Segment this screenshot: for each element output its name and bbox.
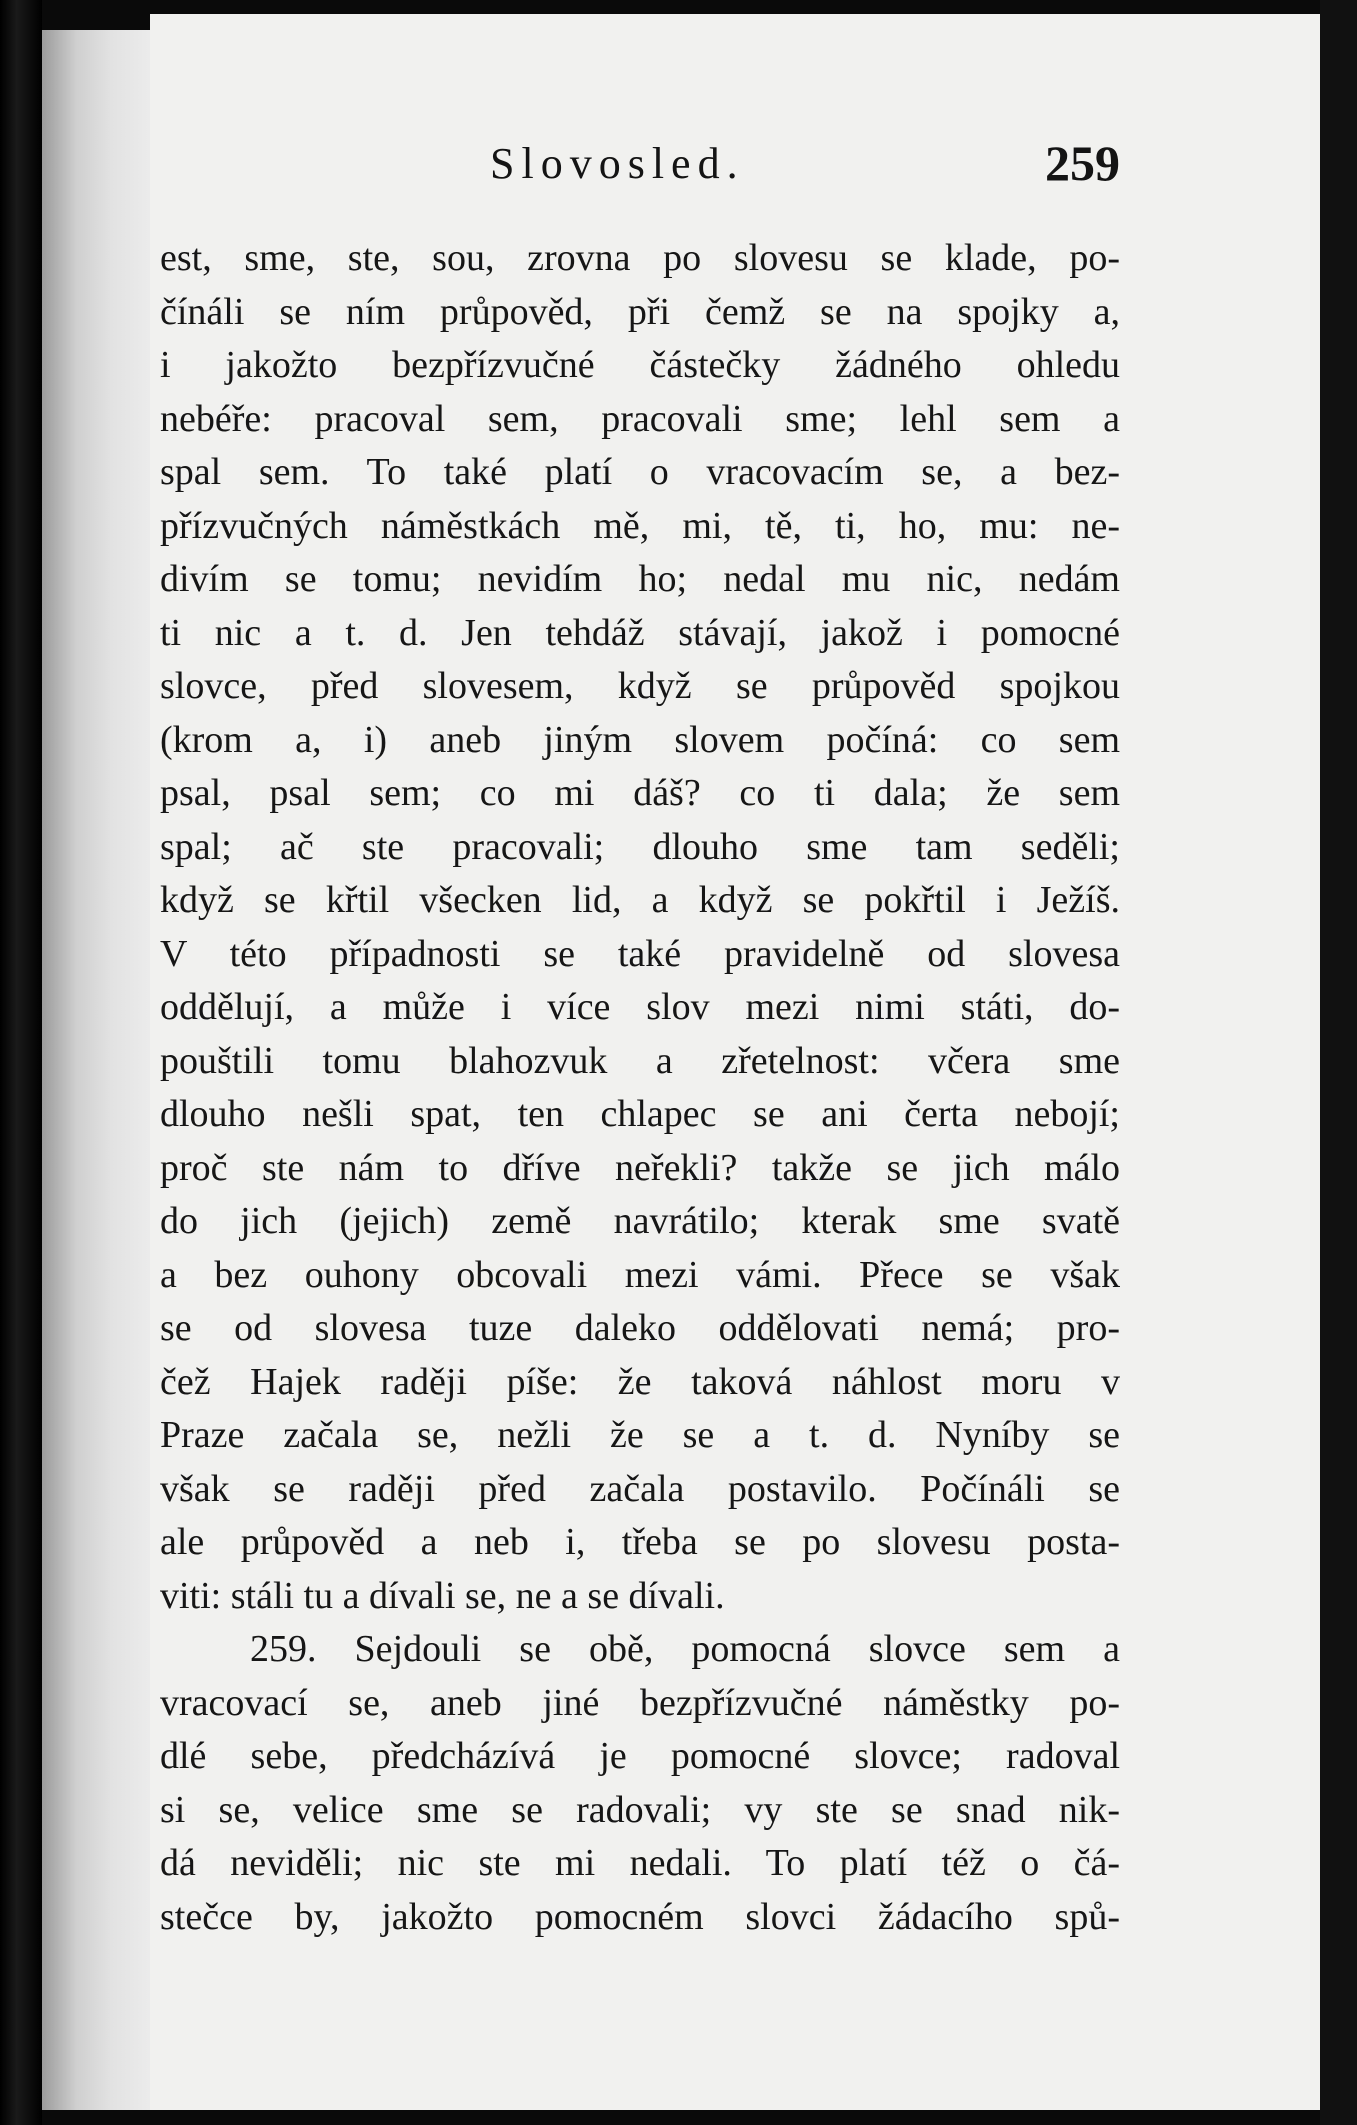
text-line: divím se tomu; nevidím ho; nedal mu nic, nedám bbox=[160, 558, 1120, 600]
text-line: dá neviděli; nic ste mi nedali. To platí též o čá- bbox=[160, 1842, 1120, 1884]
page-header bbox=[160, 135, 1120, 198]
book-edge bbox=[0, 0, 42, 2125]
text-line: viti: stáli tu a dívali se, ne a se dívali. bbox=[160, 1574, 725, 1617]
text-line: proč ste nám to dříve neřekli? takže se jich málo bbox=[160, 1146, 1120, 1189]
text-line: i jakožto bezpřízvučné částečky žádného ohledu bbox=[160, 344, 1120, 386]
text-line: stečce by, jakožto pomocném slovci žádacího spů- bbox=[160, 1895, 1120, 1938]
text-line: ti nic a t. d. Jen tehdáž stávají, jakož i pomocné bbox=[160, 611, 1120, 654]
text-line: dlouho nešli spat, ten chlapec se ani čerta nebojí; bbox=[160, 1093, 1120, 1135]
text-line: (krom a, i) aneb jiným slovem počíná: co sem bbox=[160, 718, 1120, 761]
text-line: když se křtil všecken lid, a když se pokřtil i Ježíš. bbox=[160, 879, 1120, 921]
text-line: Praze začala se, nežli že se a t. d. Nyníby se bbox=[160, 1414, 1120, 1456]
text-line: spal sem. To také platí o vracovacím se, a bez- bbox=[160, 451, 1120, 493]
text-line: nebéře: pracoval sem, pracovali sme; lehl sem a bbox=[160, 397, 1120, 440]
text-line: však se raději před začala postavilo. Počínáli se bbox=[160, 1467, 1120, 1510]
text-line: čež Hajek raději píše: že taková náhlost moru v bbox=[160, 1360, 1120, 1403]
text-line: pouštili tomu blahozvuk a zřetelnost: včera sme bbox=[160, 1039, 1120, 1082]
text-line: psal, psal sem; co mi dáš? co ti dala; že sem bbox=[160, 772, 1120, 814]
text-line: ale průpověd a neb i, třeba se po slovesu posta- bbox=[160, 1521, 1120, 1563]
body-text bbox=[160, 232, 1120, 1944]
text-line: a bez ouhony obcovali mezi vámi. Přece se však bbox=[160, 1253, 1120, 1296]
text-line: do jich (jejich) země navrátilo; kterak sme svatě bbox=[160, 1200, 1120, 1242]
text-line: se od slovesa tuze daleko oddělovati nemá; pro- bbox=[160, 1307, 1120, 1349]
text-line: est, sme, ste, sou, zrovna po slovesu se klade, po- bbox=[160, 237, 1120, 279]
paragraph-start-line: 259. Sejdouli se obě, pomocná slovce sem a bbox=[250, 1628, 1120, 1670]
right-shadow bbox=[1320, 0, 1357, 2125]
page-gutter bbox=[42, 30, 157, 2110]
page-number: 259 bbox=[1045, 135, 1120, 191]
text-line: slovce, před slovesem, když se průpověd spojkou bbox=[160, 665, 1120, 707]
running-title: Slovosled. bbox=[490, 139, 745, 188]
text-line: V této případnosti se také pravidelně od slovesa bbox=[160, 932, 1120, 975]
text-line: oddělují, a může i více slov mezi nimi státi, do- bbox=[160, 986, 1120, 1028]
text-line: čínáli se ním průpověd, při čemž se na spojky a, bbox=[160, 290, 1120, 333]
text-line: si se, velice sme se radovali; vy ste se snad nik- bbox=[160, 1788, 1120, 1831]
text-line: přízvučných náměstkách mě, mi, tě, ti, ho, mu: ne- bbox=[160, 504, 1120, 547]
text-line: vracovací se, aneb jiné bezpřízvučné náměstky po- bbox=[160, 1681, 1120, 1724]
text-line: dlé sebe, předcházívá je pomocné slovce; radoval bbox=[160, 1735, 1120, 1777]
text-line: spal; ač ste pracovali; dlouho sme tam seděli; bbox=[160, 825, 1120, 868]
